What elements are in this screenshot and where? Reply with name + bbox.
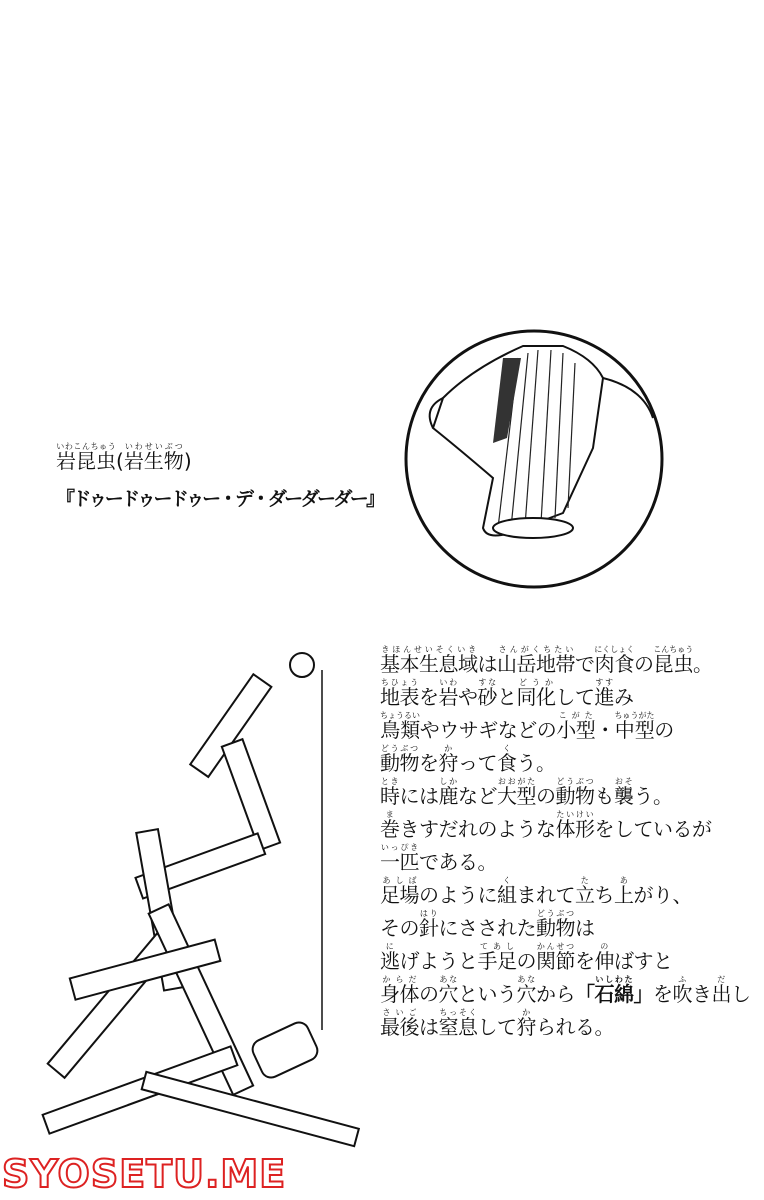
text-segment: ) (183, 449, 192, 473)
description-line (380, 876, 751, 909)
text-segment: という (458, 982, 517, 1006)
furigana: あな (438, 975, 458, 984)
text-segment: 同化どうか (516, 678, 556, 709)
text-segment: し (731, 982, 751, 1006)
furigana: どうか (516, 678, 556, 687)
furigana: ちっそく (438, 1008, 478, 1017)
text-segment: である。 (419, 850, 497, 874)
furigana: く (497, 744, 517, 753)
furigana: さんがくちたい (497, 645, 575, 654)
text-segment: 体形たいけい (555, 810, 595, 841)
text-segment: 基本生息域きほんせいそくいき (380, 645, 478, 676)
creature-closeup-illustration (403, 328, 665, 590)
text-segment: られる。 (536, 1015, 614, 1039)
text-segment: を (419, 685, 439, 709)
watermark: SYOSETU.ME (2, 1152, 287, 1196)
text-segment: 時とき (380, 777, 400, 808)
furigana: たいけい (555, 810, 595, 819)
text-segment: 地表ちひょう (380, 678, 419, 709)
text-segment: して (555, 685, 595, 709)
text-segment: 動物どうぶつ (380, 744, 419, 775)
text-segment: 鳥類ちょうるい (380, 711, 420, 742)
text-segment: をしているが (594, 817, 712, 841)
furigana: ちひょう (380, 678, 419, 687)
furigana: あな (516, 975, 536, 984)
text-segment: 巻ま (380, 810, 400, 841)
text-segment: 組く (497, 876, 517, 907)
furigana: おおがた (497, 777, 536, 786)
furigana: ま (380, 810, 400, 819)
description-line (380, 843, 751, 876)
creature-scaffold-illustration (40, 640, 380, 1160)
furigana: いわこんちゅう (56, 442, 116, 451)
furigana: か (438, 744, 458, 753)
text-segment: 一匹いっぴき (380, 843, 419, 874)
text-segment: や (458, 685, 478, 709)
text-segment: には (399, 784, 439, 808)
text-segment: 吹ふ (672, 975, 692, 1006)
furigana: すす (594, 678, 614, 687)
creature-description (380, 645, 751, 1041)
text-segment: の (536, 784, 556, 808)
furigana: あ (614, 876, 634, 885)
furigana: いわせいぶつ (123, 442, 184, 451)
text-segment: 足場あしば (380, 876, 419, 907)
text-segment: の (654, 718, 674, 742)
text-segment: 進すす (594, 678, 614, 709)
furigana: こがた (556, 711, 596, 720)
text-segment: 肉食にくしょく (594, 645, 635, 676)
text-segment: 岩生物いわせいぶつ (123, 442, 184, 473)
furigana: しか (438, 777, 458, 786)
text-segment: 砂すな (477, 678, 497, 709)
creature-name (56, 442, 383, 478)
furigana: か (516, 1008, 536, 1017)
text-segment: 」 (633, 982, 653, 1006)
text-segment: 動物どうぶつ (555, 777, 595, 808)
text-segment: 昆虫こんちゅう (653, 645, 694, 676)
text-segment: 食く (497, 744, 517, 775)
furigana: どうぶつ (380, 744, 419, 753)
text-segment: 中型ちゅうがた (614, 711, 655, 742)
text-segment: 手足てあし (477, 942, 517, 973)
text-segment: も (594, 784, 614, 808)
text-segment: で (575, 652, 595, 676)
furigana: かんせつ (536, 942, 575, 951)
text-segment: 上あ (614, 876, 634, 907)
furigana: だ (711, 975, 731, 984)
text-segment: の (634, 652, 654, 676)
text-segment: 穴あな (516, 975, 536, 1006)
description-line (380, 975, 751, 1008)
text-segment: して (477, 1015, 517, 1039)
text-segment: 窒息ちっそく (438, 1008, 478, 1039)
description-line (380, 810, 751, 843)
text-segment: きすだれのような (399, 817, 556, 841)
text-segment: と (497, 685, 517, 709)
text-segment: 石綿いしわた (594, 975, 634, 1006)
text-segment: がり、 (633, 883, 692, 907)
text-segment: その (380, 916, 419, 940)
text-segment: 関節かんせつ (536, 942, 575, 973)
furigana: にくしょく (594, 645, 635, 654)
furigana: いっぴき (380, 843, 419, 852)
text-segment: を (575, 949, 595, 973)
description-line (380, 777, 751, 810)
text-segment: まれて (516, 883, 575, 907)
text-segment: の (419, 982, 439, 1006)
furigana: てあし (477, 942, 517, 951)
furigana: ふ (672, 975, 692, 984)
text-segment: を (653, 982, 673, 1006)
description-line (380, 678, 751, 711)
furigana: に (380, 942, 400, 951)
furigana: からだ (380, 975, 419, 984)
furigana: ちょうるい (380, 711, 420, 720)
text-segment: 大型おおがた (497, 777, 536, 808)
text-segment: 。 (693, 652, 713, 676)
text-segment: は (477, 652, 497, 676)
text-segment: ばすと (614, 949, 673, 973)
text-segment: 岩いわ (438, 678, 458, 709)
text-segment: 立た (575, 876, 595, 907)
text-segment: って (458, 751, 497, 775)
furigana: きほんせいそくいき (380, 645, 478, 654)
text-segment: ・ (595, 718, 615, 742)
text-segment: 伸の (594, 942, 614, 973)
text-segment: 身体からだ (380, 975, 419, 1006)
furigana: いわ (438, 678, 458, 687)
description-line (380, 942, 751, 975)
text-segment: 小型こがた (556, 711, 596, 742)
furigana: はり (419, 909, 439, 918)
text-segment: の (516, 949, 536, 973)
furigana: た (575, 876, 595, 885)
furigana: さいご (380, 1008, 419, 1017)
text-segment: のように (419, 883, 497, 907)
text-segment: み (614, 685, 634, 709)
furigana: とき (380, 777, 400, 786)
text-segment: を (419, 751, 439, 775)
text-segment: う。 (516, 751, 556, 775)
furigana: く (497, 876, 517, 885)
text-segment: ( (116, 449, 124, 473)
text-segment: 最後さいご (380, 1008, 419, 1039)
furigana: どうぶつ (555, 777, 595, 786)
furigana: いしわた (594, 975, 634, 984)
text-segment: は (575, 916, 595, 940)
description-line (380, 909, 751, 942)
text-segment: 狩か (438, 744, 458, 775)
text-segment: 山岳地帯さんがくちたい (497, 645, 575, 676)
furigana: あしば (380, 876, 419, 885)
text-segment: 岩昆虫いわこんちゅう (56, 442, 116, 473)
text-segment: 動物どうぶつ (536, 909, 575, 940)
creature-cry: 『ドゥードゥードゥー・デ・ダーダーダー』 (56, 488, 383, 510)
text-segment: 穴あな (438, 975, 458, 1006)
creature-title-block (56, 442, 383, 511)
furigana: すな (477, 678, 497, 687)
text-segment: ち (594, 883, 614, 907)
text-segment: やウサギなどの (419, 718, 557, 742)
text-segment: げようと (399, 949, 478, 973)
text-segment: 襲おそ (614, 777, 634, 808)
furigana: おそ (614, 777, 634, 786)
text-segment: 逃に (380, 942, 400, 973)
description-line (380, 744, 751, 777)
text-segment: にさされた (438, 916, 536, 940)
description-line (380, 711, 751, 744)
text-segment: 「 (575, 982, 595, 1006)
text-segment: 出だ (711, 975, 731, 1006)
description-line (380, 1008, 751, 1041)
furigana: どうぶつ (536, 909, 575, 918)
text-segment: は (419, 1015, 439, 1039)
text-segment: う。 (633, 784, 673, 808)
description-line (380, 645, 751, 678)
text-segment: 針はり (419, 909, 439, 940)
text-segment: など (458, 784, 497, 808)
text-segment: き (692, 982, 712, 1006)
furigana: ちゅうがた (614, 711, 655, 720)
text-segment: 狩か (516, 1008, 536, 1039)
furigana: こんちゅう (653, 645, 694, 654)
text-segment: から (536, 982, 575, 1006)
furigana: の (594, 942, 614, 951)
text-segment: 鹿しか (438, 777, 458, 808)
